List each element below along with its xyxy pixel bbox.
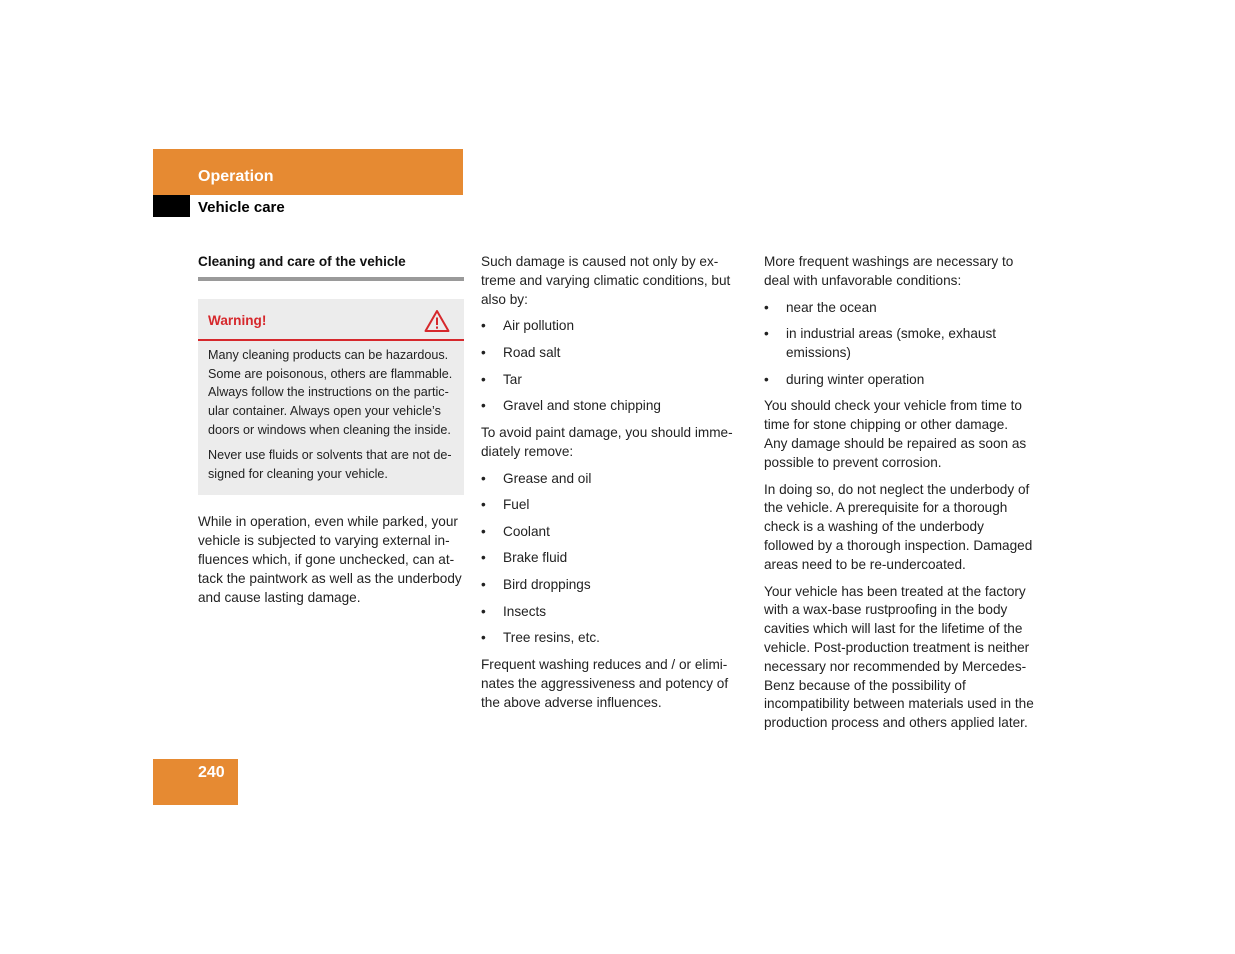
bullet-list <box>764 299 1034 390</box>
body-paragraph: In doing so, do not neglect the underbody of the vehicle. A prerequisite for a thorough check is a washing of the underbody followed by a thorough inspection. Damaged areas need to be re-undercoated. <box>764 481 1033 572</box>
list-item: • Grease and oil <box>481 470 747 489</box>
bullet-list <box>481 317 747 416</box>
warning-header <box>198 299 464 341</box>
body-paragraph: Such damage is caused not only by extreme and varying climatic conditions, but also by: <box>481 254 731 307</box>
warning-text: Never use fluids or solvents that are not designed for cleaning your vehicle. <box>208 447 452 481</box>
list-item: • Tar <box>481 371 747 390</box>
page-number-tab <box>153 759 238 805</box>
body-paragraph: To avoid paint damage, you should immediately remove: <box>481 424 733 459</box>
body-paragraph: More frequent washings are necessary to deal with unfavorable conditions: <box>764 254 1014 288</box>
body-paragraph: Frequent washing reduces and / or eliminates the aggressiveness and potency of the above adverse influences. <box>481 656 729 710</box>
subsection-title: Vehicle care <box>198 199 285 216</box>
warning-box <box>198 299 464 496</box>
warning-body <box>198 341 464 496</box>
column-2 <box>481 253 747 720</box>
list-item: • Insects <box>481 603 747 622</box>
section-heading: Cleaning and care of the vehicle <box>198 253 464 281</box>
list-item: • Brake fluid <box>481 549 747 568</box>
column-1 <box>198 253 464 615</box>
list-item: • Air pollution <box>481 317 747 336</box>
list-item: • in industrial areas (smoke, exhaust emissions) <box>764 325 1034 363</box>
list-item: • Tree resins, etc. <box>481 629 747 648</box>
list-item: • Bird droppings <box>481 576 747 595</box>
warning-triangle-icon <box>424 309 450 333</box>
list-item: • Road salt <box>481 344 747 363</box>
warning-text: Many cleaning products can be hazardous. Some are poisonous, others are flammable. Always follow the instructions on the particular container. Always open your vehicle’s doors or windows when cleaning the inside. <box>208 347 453 437</box>
warning-label: Warning! <box>208 312 267 328</box>
list-item: • near the ocean <box>764 299 1034 318</box>
list-item: • Gravel and stone chipping <box>481 397 747 416</box>
list-item: • Fuel <box>481 496 747 515</box>
bullet-list <box>481 470 747 648</box>
list-item: • during winter operation <box>764 371 1034 390</box>
body-paragraph: Your vehicle has been treated at the factory with a wax-base rustproofing in the body cavities which will last for the lifetime of the vehicle. Post-production treatment is neither necessary nor recommended by Mercedes-Benz because of the possibility of incompatibility between materials used in the production process and others applied later. <box>764 583 1034 731</box>
list-item: • Coolant <box>481 523 747 542</box>
page-number: 240 <box>198 764 225 781</box>
body-paragraph: You should check your vehicle from time to time for stone chipping or other damage. Any damage should be repaired as soon as possible to prevent corrosion. <box>764 398 1027 470</box>
column-3 <box>764 253 1034 741</box>
body-paragraph: While in operation, even while parked, your vehicle is subjected to varying external influences which, if gone unchecked, can attack the paintwork as well as the underbody and cause lasting damage. <box>198 514 462 605</box>
section-title: Operation <box>198 168 274 185</box>
section-marker <box>153 195 190 217</box>
